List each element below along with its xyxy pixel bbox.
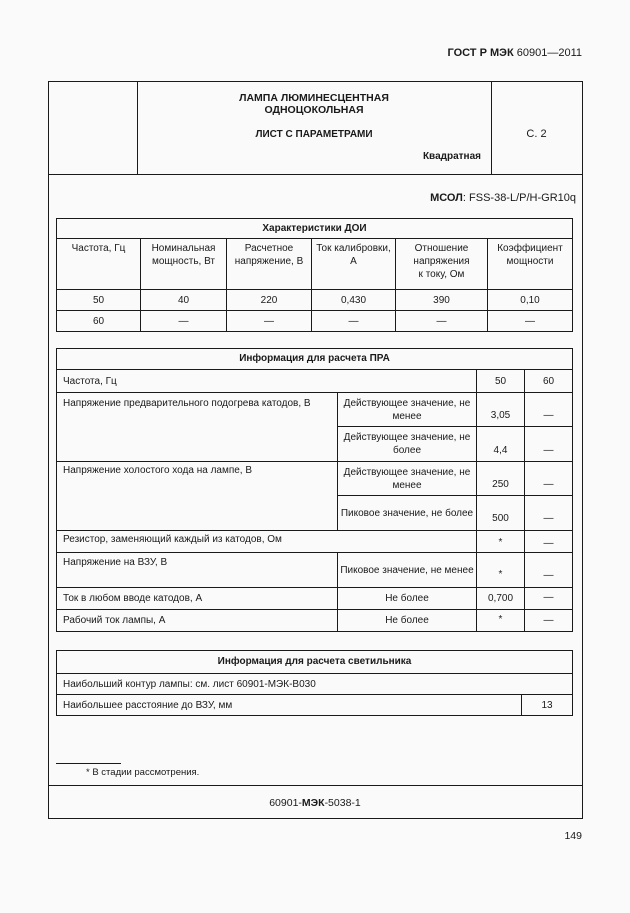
doi-cell: 390 xyxy=(433,294,450,306)
pra-value-60: — xyxy=(543,478,554,490)
pra-value-60: — xyxy=(543,592,554,603)
doi-header-frequency: Частота, Гц xyxy=(71,243,126,254)
doi-header-power: Номинальная мощность, Вт xyxy=(151,243,216,267)
title-line-2: ОДНОЦОКОЛЬНАЯ xyxy=(264,104,364,116)
pra-param-resistor: Резистор, заменяющий каждый из катодов, Ом xyxy=(63,534,282,545)
pra-condition: Пиковое значение, не более xyxy=(340,507,474,519)
pra-param-vzu: Напряжение на ВЗУ, В xyxy=(63,557,168,568)
footnote-rule xyxy=(56,763,121,764)
luminaire-distance-label: Наибольшее расстояние до ВЗУ, мм xyxy=(63,699,233,711)
doi-cell: 50 xyxy=(92,294,105,306)
footnote: * В стадии рассмотрения. xyxy=(86,767,200,778)
doi-header-ratio: Отношение напряжения к току, Ом xyxy=(413,243,470,280)
pra-value-50: 0,700 xyxy=(487,593,514,604)
page-number: 149 xyxy=(564,830,582,842)
document-header xyxy=(447,47,582,59)
doi-header-voltage: Расчетное напряжение, В xyxy=(234,243,304,267)
pra-value-50: 500 xyxy=(492,512,509,524)
msol-code xyxy=(430,192,576,204)
pra-frequency-50: 50 xyxy=(494,375,507,387)
doi-cell: — xyxy=(264,315,274,327)
pra-param-cathode-current: Ток в любом вводе катодов, А xyxy=(63,593,203,604)
pra-value-50: * xyxy=(498,614,503,625)
sheet-code xyxy=(48,797,582,809)
pra-value-50: 250 xyxy=(492,478,509,490)
pra-value-50: 3,05 xyxy=(490,409,511,421)
sheet-code-part2: МЭК xyxy=(301,797,325,809)
page-ref: С. 2 xyxy=(526,128,547,140)
doi-header-power-factor: Коэффициент мощности xyxy=(497,243,563,267)
pra-value-50: * xyxy=(498,537,503,548)
doi-cell: — xyxy=(178,315,189,327)
pra-value-50: 4,4 xyxy=(493,444,508,456)
doi-cell: 220 xyxy=(260,294,278,306)
doi-cell: 40 xyxy=(177,294,190,306)
pra-condition: Не более xyxy=(385,615,429,626)
pra-value-60: — xyxy=(543,409,554,421)
doi-cell: — xyxy=(436,315,447,327)
pra-param-preheat: Напряжение предварительного подогрева катодов, В xyxy=(63,398,311,409)
pra-value-60: — xyxy=(543,569,554,581)
pra-frequency-60: 60 xyxy=(542,375,555,387)
title-line-1: ЛАМПА ЛЮМИНЕСЦЕНТНАЯ xyxy=(239,92,389,104)
doi-cell: 0,10 xyxy=(520,294,540,306)
pra-value-60: — xyxy=(543,538,554,549)
doi-table-title: Характеристики ДОИ xyxy=(262,222,367,234)
pra-frequency-label: Частота, Гц xyxy=(63,375,117,387)
pra-condition: Действующее значение, не менее xyxy=(343,467,471,491)
sheet-code-part1: 60901- xyxy=(269,797,302,809)
msol-value: : FSS-38-L/P/H-GR10q xyxy=(462,192,576,204)
luminaire-contour: Наибольший контур лампы: см. лист 60901-МЭК-В030 xyxy=(63,678,316,690)
pra-condition: Действующее значение, не менее xyxy=(343,398,471,422)
msol-label: МСОЛ xyxy=(430,192,463,204)
luminaire-distance-value: 13 xyxy=(541,699,553,711)
subtitle: ЛИСТ С ПАРАМЕТРАМИ xyxy=(255,129,373,140)
pra-value-60: — xyxy=(543,512,554,524)
standard-prefix: ГОСТ Р МЭК xyxy=(447,47,514,59)
pra-value-60: — xyxy=(543,444,554,456)
pra-value-50: * xyxy=(498,568,503,580)
doi-cell: — xyxy=(348,315,359,327)
pra-table-title: Информация для расчета ПРА xyxy=(239,353,390,364)
luminaire-table-title: Информация для расчета светильника xyxy=(217,656,412,667)
standard-number: 60901—2011 xyxy=(516,47,582,59)
doi-header-current: Ток калибровки, А xyxy=(316,243,391,267)
title-block xyxy=(137,92,491,116)
shape-label: Квадратная xyxy=(422,151,481,162)
doi-cell: — xyxy=(525,315,535,327)
pra-condition: Пиковое значение, не менее xyxy=(340,564,474,576)
sheet-code-part3: -5038-1 xyxy=(324,797,361,809)
doi-cell: 0,430 xyxy=(340,294,367,306)
doi-cell: 60 xyxy=(92,315,105,327)
pra-condition: Действующее значение, не более xyxy=(343,432,471,456)
pra-condition: Не более xyxy=(385,593,429,604)
pra-param-open-circuit: Напряжение холостого хода на лампе, В xyxy=(63,465,253,476)
pra-value-60: — xyxy=(543,615,554,626)
pra-param-operating-current: Рабочий ток лампы, А xyxy=(63,615,166,626)
